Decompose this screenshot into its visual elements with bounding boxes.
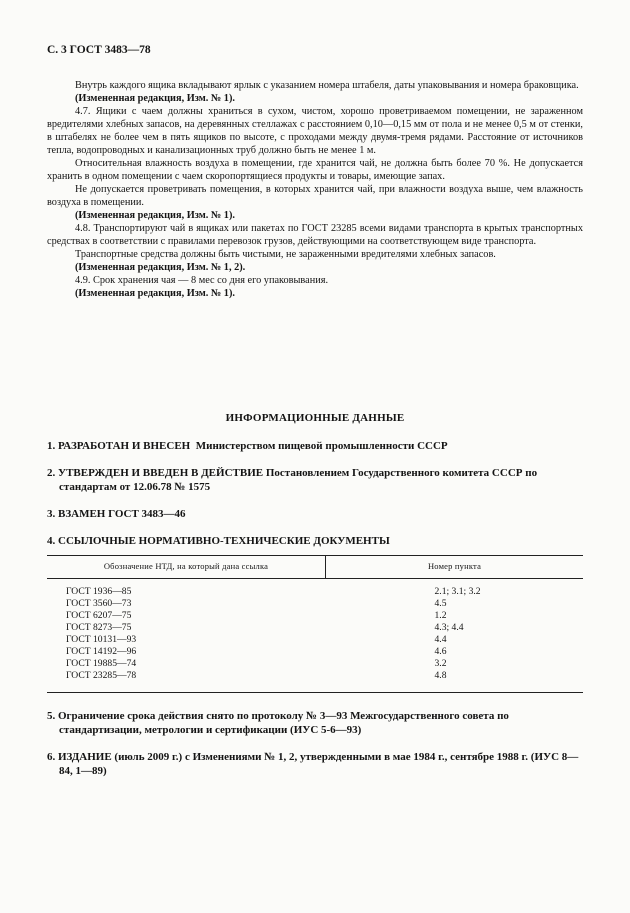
paragraph-ventilation: Не допускается проветривать помещения, в которых хранится чай, при влажности воздуха выше, чем влажность воздуха в помещении.: [47, 184, 583, 208]
paragraph-transport-clean: Транспортные средства должны быть чистыми, не зараженными вредителями хлебных запасов.: [75, 249, 496, 260]
ref-doc: ГОСТ 10131—93: [66, 634, 137, 645]
info-item-6: 6. ИЗДАНИЕ (июль 2009 г.) с Изменениями № 1, 2, утвержденными в мае 1984 г., сентябре 1988 г. (ИУС 8—84, 1—89): [47, 751, 579, 777]
info-item-3: 3. ВЗАМЕН ГОСТ 3483—46: [47, 508, 186, 520]
page-header: С. 3 ГОСТ 3483—78: [47, 44, 151, 56]
paragraph-humidity: Относительная влажность воздуха в помещении, где хранится чай, не должна быть более 70 %. Не допускается хранить в одном помещении с чаем скоропортящиеся продукты и товары, имеющие запах.: [47, 158, 583, 182]
ref-item: 2.1; 3.1; 3.2: [434, 586, 481, 597]
amendment-note-3: (Измененная редакция, Изм. № 1, 2).: [75, 262, 246, 273]
references-table-header: [47, 556, 583, 579]
table-row: [47, 634, 583, 646]
info-section-title: ИНФОРМАЦИОННЫЕ ДАННЫЕ: [225, 412, 405, 424]
table-row: [47, 658, 583, 670]
table-row: [47, 598, 583, 610]
info-item-4: 4. ССЫЛОЧНЫЕ НОРМАТИВНО-ТЕХНИЧЕСКИЕ ДОКУМЕНТЫ: [47, 535, 390, 547]
references-col-document: Обозначение НТД, на который дана ссылка: [47, 556, 326, 579]
table-row: [47, 579, 583, 599]
table-row: [47, 622, 583, 634]
ref-doc: ГОСТ 8273—75: [66, 622, 132, 633]
paragraph-4-7: 4.7. Ящики с чаем должны храниться в сухом, чистом, хорошо проветриваемом помещении, не зараженном вредителями хлебных запасов, на деревянных стеллажах с расстоянием 0,10—0,15 мм от пола и не менее 0,5 м от стенки, в штабелях не более чем в пять ящиков по высоте, с проходами между двумя-тремя рядами. Расстояние от источников тепла, водопроводных и канализационных труб должно быть не менее 1 м.: [47, 106, 583, 156]
info-item-1-head: 1. РАЗРАБОТАН И ВНЕСЕН: [47, 440, 191, 452]
ref-item: 4.8: [326, 670, 584, 693]
ref-item: 4.5: [434, 598, 447, 609]
amendment-note-2: (Измененная редакция, Изм. № 1).: [75, 210, 235, 221]
info-item-1-text: Министерством пищевой промышленности СССР: [195, 440, 448, 452]
table-row: [47, 610, 583, 622]
ref-item: 3.2: [434, 658, 447, 669]
ref-doc: ГОСТ 19885—74: [66, 658, 137, 669]
amendment-note-4: (Измененная редакция, Изм. № 1).: [75, 288, 235, 299]
table-row: [47, 670, 583, 693]
ref-item: 4.6: [434, 646, 447, 657]
blank-space: [47, 300, 583, 412]
ref-doc: ГОСТ 23285—78: [47, 670, 326, 693]
ref-item: 4.4: [434, 634, 447, 645]
info-item-1: [47, 439, 583, 453]
info-item-5: 5. Ограничение срока действия снято по протоколу № 3—93 Межгосударственного совета по стандартизации, метрологии и сертификации (ИУС 5-6—93): [47, 710, 509, 736]
amendment-note-1: (Измененная редакция, Изм. № 1).: [75, 93, 235, 104]
ref-item: 4.3; 4.4: [434, 622, 464, 633]
ref-doc: ГОСТ 6207—75: [66, 610, 132, 621]
ref-doc: ГОСТ 1936—85: [66, 586, 132, 597]
ref-item: 1.2: [434, 610, 447, 621]
table-row: [47, 646, 583, 658]
info-item-2-head: 2. УТВЕРЖДЕН И ВВЕДЕН В ДЕЙСТВИЕ: [47, 467, 264, 479]
paragraph-4-9: 4.9. Срок хранения чая — 8 мес со дня его упаковывания.: [75, 275, 329, 286]
references-col-item: Номер пункта: [326, 556, 584, 579]
info-item-2-text: Постановлением Государственного комитета СССР по стандартам от 12.06.78 № 1575: [59, 467, 538, 493]
ref-doc: ГОСТ 3560—73: [66, 598, 132, 609]
document-page: [47, 44, 583, 791]
paragraph-label-insert: Внутрь каждого ящика вкладывают ярлык с указанием номера штабеля, даты упаковывания и номера браковщика.: [75, 80, 579, 91]
paragraph-4-8: 4.8. Транспортируют чай в ящиках или пакетах по ГОСТ 23285 всеми видами транспорта в крытых транспортных средствах в соответствии с правилами перевозок грузов, действующими на соответствующем виде транспорта.: [47, 223, 583, 247]
references-table: [47, 555, 583, 693]
info-item-2: [47, 466, 583, 494]
ref-doc: ГОСТ 14192—96: [66, 646, 137, 657]
